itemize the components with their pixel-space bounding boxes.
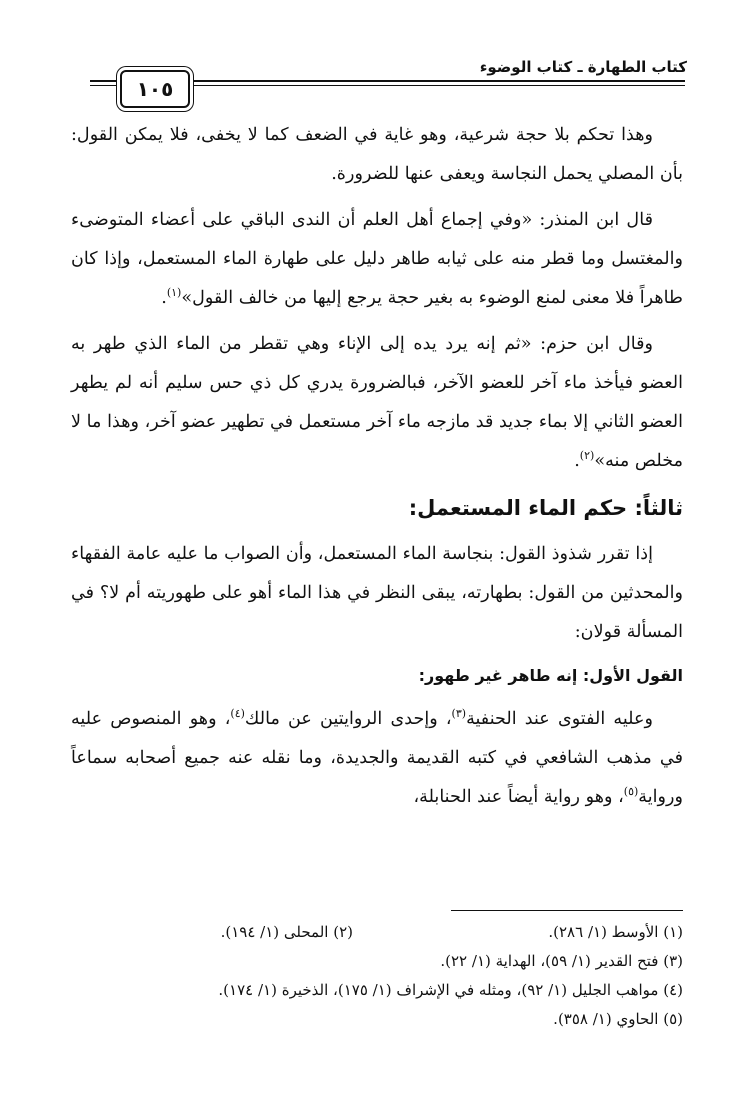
- footnote-row: [71, 1005, 683, 1034]
- paragraph-1: وهذا تحكم بلا حجة شرعية، وهو غاية في الضعف كما لا يخفى، فلا يمكن القول: بأن المصلي يحمل النجاسة ويعفى عنها للضرورة.: [71, 125, 683, 184]
- footnote-5: (٥) الحاوي (١/ ٣٥٨).: [553, 1010, 683, 1028]
- paragraph-3-end: .: [574, 451, 580, 471]
- paragraph-3-text: وقال ابن حزم: «ثم إنه يرد يده إلى الإناء وهي تقطر من الماء الذي طهر به العضو فيأخذ ماء آخر للعضو الآخر، فبالضرورة يدري كل ذي حس سليم أنه لم يطهر العضو الثاني إلا بماء جديد قد مازجه ماء آخر مستعمل في تطهير عضو آخر، وهذا ما لا مخلص منه»: [71, 334, 683, 471]
- paragraph-4: إذا تقرر شذوذ القول: بنجاسة الماء المستعمل، وأن الصواب ما عليه عامة الفقهاء والمحدثين من القول: بطهارته، يبقى النظر في هذا الماء أهو على طهوريته أم لا؟ في المسألة قولان:: [71, 544, 683, 642]
- footnote-1: (١) الأوسط (١/ ٢٨٦).: [548, 923, 683, 941]
- footnote-4: (٤) مواهب الجليل (١/ ٩٢)، ومثله في الإشراف (١/ ١٧٥)، الذخيرة (١/ ١٧٤).: [218, 981, 683, 999]
- section-heading: ثالثاً: حكم الماء المستعمل:: [408, 496, 683, 520]
- page-number: ١٠٥: [120, 70, 190, 108]
- sub-heading: القول الأول: إنه طاهر غير طهور:: [418, 666, 683, 685]
- main-text: [71, 116, 683, 817]
- footnote-2: (٢) المحلى (١/ ١٩٤).: [220, 923, 353, 941]
- footnote-row: [71, 976, 683, 1005]
- footnote-ref-4: (٤): [230, 707, 245, 721]
- running-header: كتاب الطهارة ـ كتاب الوضوء: [479, 58, 687, 76]
- footnote-separator: [451, 910, 683, 911]
- footnote-ref-3: (٣): [451, 707, 467, 721]
- paragraph-5-b: ، وإحدى الروايتين عن مالك: [244, 709, 452, 729]
- footnote-3: (٣) فتح القدير (١/ ٥٩)، الهداية (١/ ٢٢).: [440, 952, 683, 970]
- footnote-row: [71, 947, 683, 976]
- paragraph-5-a: وعليه الفتوى عند الحنفية: [466, 709, 653, 729]
- footnotes: [71, 918, 683, 1034]
- paragraph-3: [71, 325, 683, 481]
- footnote-row: [71, 918, 683, 947]
- paragraph-5-d: ، وهو رواية أيضاً عند الحنابلة،: [413, 787, 624, 807]
- paragraph-5-c: ، وهو المنصوص عليه في مذهب الشافعي في كتبه القديمة والجديدة، وما نقله عنه جميع أصحابه سماعاً ورواية: [71, 709, 683, 807]
- footnote-ref-5: (٥): [623, 785, 639, 799]
- paragraph-2-end: .: [161, 288, 167, 308]
- paragraph-2-text: قال ابن المنذر: «وفي إجماع أهل العلم أن الندى الباقي على أعضاء المتوضىء والمغتسل وما قطر منه على ثيابه طاهر دليل على طهارة الماء المستعمل، وإذا كان طاهراً فلا معنى لمنع الوضوء به بغير حجة يرجع إليها من خالف القول»: [71, 210, 683, 308]
- paragraph-2: [71, 201, 683, 318]
- footnote-ref-2: (٢): [579, 449, 595, 463]
- footnote-ref-1: (١): [166, 286, 182, 300]
- paragraph-5: [71, 700, 683, 817]
